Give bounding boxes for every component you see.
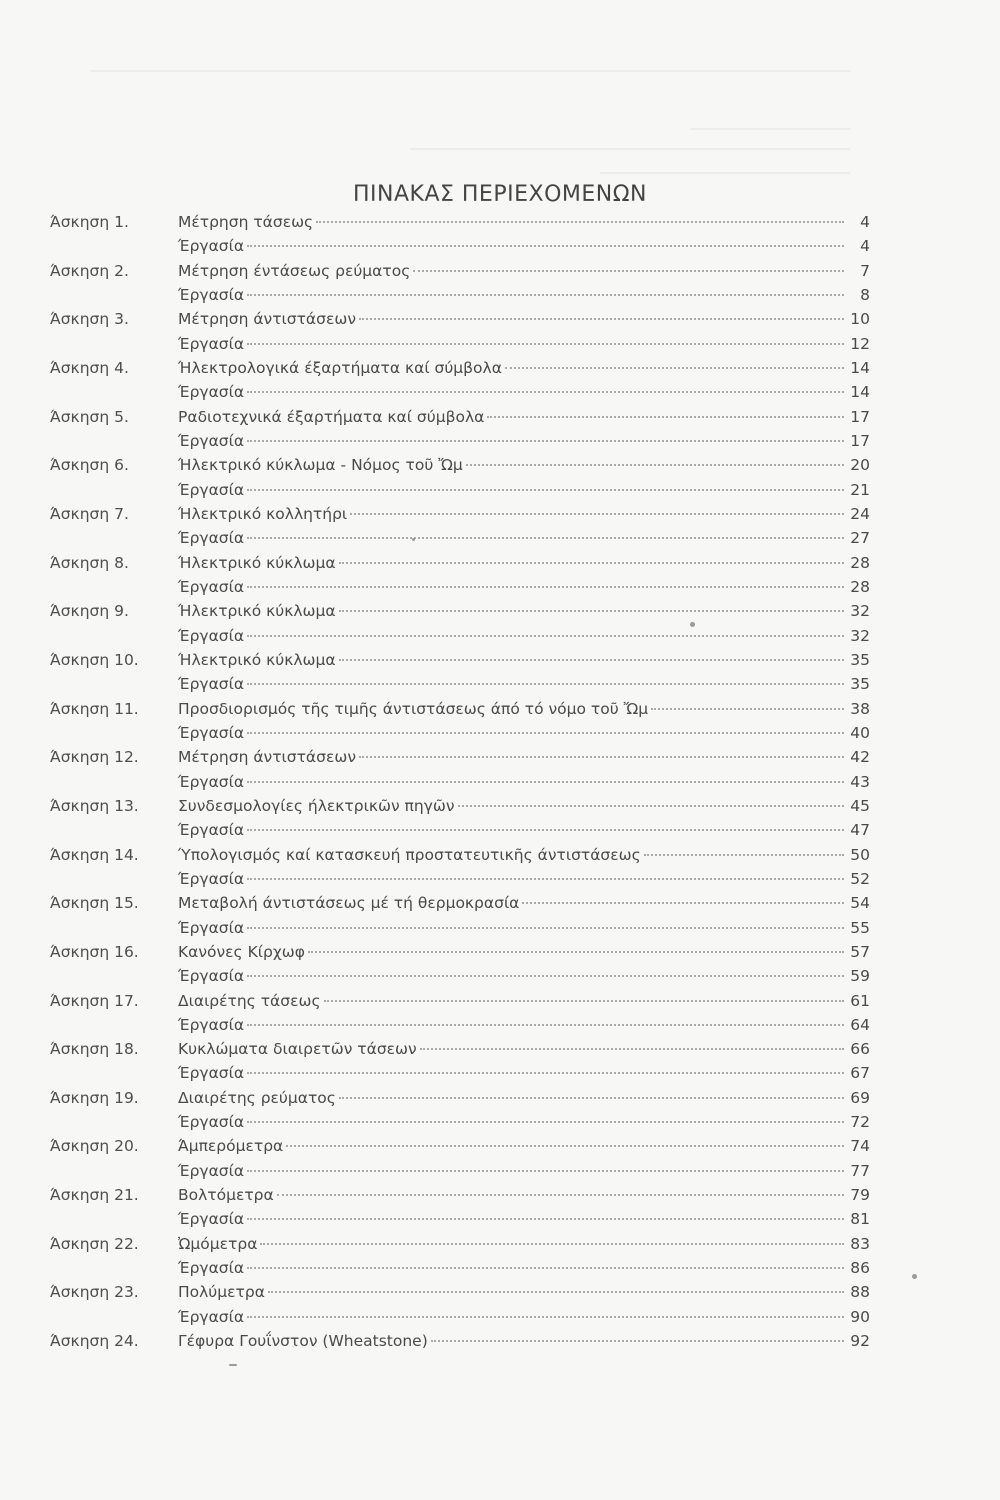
- exercise-label: Άσκηση 23.: [50, 1283, 139, 1302]
- page-number: 43: [850, 772, 870, 791]
- toc-entry: [178, 526, 870, 550]
- dot-leader: [247, 927, 844, 929]
- dot-leader: [247, 1024, 844, 1026]
- entry-title: Μέτρηση άντιστάσεων: [178, 310, 356, 329]
- toc-entry: [178, 259, 870, 283]
- exercise-label: Άσκηση 15.: [50, 894, 139, 913]
- entry-title: Άμπερόμετρα: [178, 1137, 284, 1156]
- toc-row: [0, 234, 1000, 258]
- toc-row: [0, 1061, 1000, 1085]
- toc-row: [0, 1013, 1000, 1037]
- dot-leader: [247, 489, 844, 491]
- dot-leader: [359, 318, 844, 320]
- toc-row: [0, 891, 1000, 915]
- page-number: 12: [850, 334, 870, 353]
- page-number: 17: [850, 407, 870, 426]
- toc-row: [0, 1086, 1000, 1110]
- toc-row: [0, 380, 1000, 404]
- dot-leader: [339, 562, 844, 564]
- dot-leader: [522, 902, 844, 904]
- dot-leader: [505, 367, 844, 369]
- toc-row: [0, 867, 1000, 891]
- toc-entry: [178, 307, 870, 331]
- entry-title: Έργασία: [178, 1307, 245, 1326]
- entry-title: Κανόνες Κίρχωφ: [178, 942, 305, 961]
- exercise-label: Άσκηση 3.: [50, 310, 129, 329]
- page-number: 77: [850, 1161, 870, 1180]
- toc-entry: [178, 697, 870, 721]
- toc-entry: [178, 1183, 870, 1207]
- entry-title: Μέτρηση τάσεως: [178, 213, 314, 231]
- toc-row: [0, 551, 1000, 575]
- entry-title: Προσδιορισμός τῆς τιμῆς άντιστάσεως άπό τό νόμο τοῦ Ὤμ: [178, 699, 649, 718]
- entry-title: Μεταβολή άντιστάσεως μέ τή θερμοκρασία: [178, 894, 520, 913]
- toc-entry: [178, 1329, 870, 1353]
- exercise-label: Άσκηση 2.: [50, 261, 129, 280]
- exercise-label: Άσκηση 9.: [50, 602, 129, 621]
- page-number: 4: [860, 237, 870, 256]
- toc-row: [0, 989, 1000, 1013]
- exercise-label: Άσκηση 20.: [50, 1137, 139, 1156]
- toc-row: [0, 502, 1000, 526]
- scan-speck: [229, 1364, 237, 1366]
- toc-entry: [178, 1110, 870, 1134]
- toc-row: [0, 843, 1000, 867]
- toc-row: [0, 1110, 1000, 1134]
- toc-entry: [178, 502, 870, 526]
- entry-title: Έργασία: [178, 237, 245, 256]
- toc-row: [0, 1183, 1000, 1207]
- exercise-label: Άσκηση 22.: [50, 1234, 139, 1253]
- exercise-label: Άσκηση 24.: [50, 1332, 139, 1351]
- dot-leader: [247, 343, 844, 345]
- dot-leader: [458, 805, 844, 807]
- exercise-label: Άσκηση 10.: [50, 650, 139, 669]
- scan-speck: [412, 538, 415, 541]
- exercise-label: Άσκηση 7.: [50, 504, 129, 523]
- page-number: 24: [850, 504, 870, 523]
- toc-entry: [178, 1280, 870, 1304]
- toc-row: [0, 794, 1000, 818]
- page-title: ΠΙΝΑΚΑΣ ΠΕΡΙΕΧΟΜΕΝΩΝ: [352, 182, 647, 207]
- ghost-line: [90, 70, 850, 72]
- dot-leader: [247, 683, 844, 685]
- toc-row: [0, 770, 1000, 794]
- page-number: 21: [850, 480, 870, 499]
- dot-leader: [487, 416, 844, 418]
- toc-entry: [178, 1037, 870, 1061]
- toc-entry: [178, 964, 870, 988]
- scan-speck: [912, 1274, 917, 1279]
- dot-leader: [324, 1000, 844, 1002]
- page-number: 28: [850, 577, 870, 596]
- entry-title: Έργασία: [178, 918, 245, 937]
- dot-leader: [247, 294, 844, 296]
- entry-title: Ήλεκτρικό κολλητήρι: [178, 504, 348, 523]
- toc-row: [0, 356, 1000, 380]
- toc-entry: [178, 940, 870, 964]
- page-number: 28: [850, 553, 870, 572]
- entry-title: Συνδεσμολογίες ήλεκτρικῶν πηγῶν: [178, 796, 455, 815]
- dot-leader: [339, 1097, 844, 1099]
- entry-title: Ήλεκτρικό κύκλωμα: [178, 553, 336, 572]
- page-number: 27: [850, 529, 870, 548]
- entry-title: Ήλεκτρικό κύκλωμα: [178, 602, 336, 621]
- ghost-line: [690, 128, 850, 130]
- toc-row: [0, 259, 1000, 283]
- dot-leader: [651, 708, 844, 710]
- dot-leader: [339, 659, 844, 661]
- toc-row: [0, 672, 1000, 696]
- page-number: 47: [850, 821, 870, 840]
- dot-leader: [247, 635, 844, 637]
- page-number: 52: [850, 869, 870, 888]
- entry-title: Έργασία: [178, 675, 245, 694]
- exercise-label: Άσκηση 5.: [50, 407, 129, 426]
- toc-row: [0, 745, 1000, 769]
- toc-entry: [178, 210, 870, 234]
- toc-row: [0, 1280, 1000, 1304]
- dot-leader: [247, 245, 844, 247]
- page-number: 40: [850, 723, 870, 742]
- page-number: 81: [850, 1210, 870, 1229]
- entry-title: Γέφυρα Γουΐνστον (Wheatstone): [178, 1332, 428, 1351]
- toc-row: [0, 1037, 1000, 1061]
- page-number: 74: [850, 1137, 870, 1156]
- toc-row: [0, 599, 1000, 623]
- dot-leader: [247, 391, 844, 393]
- toc-entry: [178, 624, 870, 648]
- entry-title: Έργασία: [178, 1259, 245, 1278]
- page-number: 67: [850, 1064, 870, 1083]
- toc-row: [0, 1207, 1000, 1231]
- entry-title: Έργασία: [178, 480, 245, 499]
- dot-leader: [247, 781, 844, 783]
- dot-leader: [277, 1194, 844, 1196]
- toc-entry: [178, 1232, 870, 1256]
- dot-leader: [431, 1340, 844, 1342]
- exercise-label: Άσκηση 4.: [50, 358, 129, 377]
- dot-leader: [339, 610, 844, 612]
- page-number: 32: [850, 602, 870, 621]
- exercise-label: Άσκηση 14.: [50, 845, 139, 864]
- page-number: 42: [850, 748, 870, 767]
- page-number: 14: [850, 383, 870, 402]
- toc-row: [0, 478, 1000, 502]
- toc-entry: [178, 891, 870, 915]
- exercise-label: Άσκηση 18.: [50, 1040, 139, 1059]
- toc-entry: [178, 1086, 870, 1110]
- page-number: 35: [850, 675, 870, 694]
- dot-leader: [247, 732, 844, 734]
- page-number: 92: [850, 1332, 870, 1351]
- exercise-label: Άσκηση 13.: [50, 796, 139, 815]
- scan-speck: [690, 622, 695, 627]
- page-number: 14: [850, 358, 870, 377]
- page-number: 35: [850, 650, 870, 669]
- dot-leader: [286, 1145, 844, 1147]
- page-number: 88: [850, 1283, 870, 1302]
- toc-row: [0, 283, 1000, 307]
- toc-entry: [178, 989, 870, 1013]
- page-number: 57: [850, 942, 870, 961]
- dot-leader: [247, 537, 844, 539]
- entry-title: Έργασία: [178, 529, 245, 548]
- toc-entry: [178, 332, 870, 356]
- dot-leader: [260, 1243, 844, 1245]
- page-number: 64: [850, 1015, 870, 1034]
- dot-leader: [247, 440, 844, 442]
- toc-entry: [178, 721, 870, 745]
- exercise-label: Άσκηση 6.: [50, 456, 129, 475]
- toc-entry: [178, 672, 870, 696]
- entry-title: Έργασία: [178, 821, 245, 840]
- entry-title: Έργασία: [178, 1015, 245, 1034]
- dot-leader: [350, 513, 844, 515]
- ghost-line: [600, 172, 850, 174]
- toc-row: [0, 1305, 1000, 1329]
- toc-row: [0, 210, 1000, 234]
- page-number: 32: [850, 626, 870, 645]
- page-number: 59: [850, 967, 870, 986]
- toc-entry: [178, 794, 870, 818]
- entry-title: Έργασία: [178, 772, 245, 791]
- toc-entry: [178, 770, 870, 794]
- entry-title: Έργασία: [178, 626, 245, 645]
- toc-entry: [178, 745, 870, 769]
- entry-title: Έργασία: [178, 1210, 245, 1229]
- toc-row: [0, 332, 1000, 356]
- toc-row: [0, 964, 1000, 988]
- toc-entry: [178, 1061, 870, 1085]
- dot-leader: [644, 854, 844, 856]
- dot-leader: [316, 221, 844, 223]
- exercise-label: Άσκηση 8.: [50, 553, 129, 572]
- entry-title: Έργασία: [178, 577, 245, 596]
- entry-title: Έργασία: [178, 723, 245, 742]
- page-number: 38: [850, 699, 870, 718]
- dot-leader: [247, 586, 844, 588]
- page-number: 61: [850, 991, 870, 1010]
- entry-title: Έργασία: [178, 1113, 245, 1132]
- entry-title: Διαιρέτης ρεύματος: [178, 1088, 336, 1107]
- entry-title: Μέτρηση έντάσεως ρεύματος: [178, 261, 411, 280]
- page-number: 17: [850, 431, 870, 450]
- entry-title: Κυκλώματα διαιρετῶν τάσεων: [178, 1040, 417, 1059]
- toc-entry: [178, 405, 870, 429]
- toc-entry: [178, 356, 870, 380]
- dot-leader: [247, 975, 844, 977]
- entry-title: Ήλεκτρικό κύκλωμα - Νόμος τοῦ Ὤμ: [178, 456, 463, 475]
- toc-row: [0, 1134, 1000, 1158]
- exercise-label: Άσκηση 17.: [50, 991, 139, 1010]
- page-number: 72: [850, 1113, 870, 1132]
- dot-leader: [247, 1218, 844, 1220]
- page-number: 83: [850, 1234, 870, 1253]
- dot-leader: [247, 1267, 844, 1269]
- toc-entry: [178, 1305, 870, 1329]
- entry-title: Έργασία: [178, 334, 245, 353]
- toc-entry: [178, 234, 870, 258]
- toc-row: [0, 526, 1000, 550]
- entry-title: Ύπολογισμός καί κατασκευή προστατευτικῆς άντιστάσεως: [178, 845, 641, 864]
- dot-leader: [420, 1048, 844, 1050]
- dot-leader: [247, 878, 844, 880]
- exercise-label: Άσκηση 1.: [50, 213, 129, 231]
- exercise-label: Άσκηση 12.: [50, 748, 139, 767]
- exercise-label: Άσκηση 11.: [50, 699, 139, 718]
- toc-entry: [178, 648, 870, 672]
- page-number: 69: [850, 1088, 870, 1107]
- entry-title: Ὠμόμετρα: [178, 1234, 258, 1253]
- page-number: 10: [850, 310, 870, 329]
- entry-title: Έργασία: [178, 967, 245, 986]
- toc-entry: [178, 843, 870, 867]
- page-number: 54: [850, 894, 870, 913]
- page-number: 7: [860, 261, 870, 280]
- table-of-contents: [0, 210, 1000, 1353]
- toc-entry: [178, 551, 870, 575]
- dot-leader: [466, 464, 844, 466]
- toc-row: [0, 818, 1000, 842]
- toc-row: [0, 429, 1000, 453]
- entry-title: Ήλεκτρολογικά έξαρτήματα καί σύμβολα: [178, 358, 502, 377]
- page-number: 86: [850, 1259, 870, 1278]
- dot-leader: [247, 1072, 844, 1074]
- toc-row: [0, 1232, 1000, 1256]
- page-number: 20: [850, 456, 870, 475]
- dot-leader: [308, 951, 844, 953]
- page-number: 55: [850, 918, 870, 937]
- toc-row: [0, 1329, 1000, 1353]
- toc-entry: [178, 599, 870, 623]
- toc-row: [0, 307, 1000, 331]
- toc-entry: [178, 818, 870, 842]
- toc-row: [0, 453, 1000, 477]
- entry-title: Έργασία: [178, 285, 245, 304]
- toc-entry: [178, 575, 870, 599]
- page-number: 79: [850, 1186, 870, 1205]
- toc-row: [0, 1256, 1000, 1280]
- page-number: 8: [860, 285, 870, 304]
- toc-entry: [178, 867, 870, 891]
- toc-row: [0, 697, 1000, 721]
- dot-leader: [247, 829, 844, 831]
- toc-row: [0, 575, 1000, 599]
- entry-title: Έργασία: [178, 431, 245, 450]
- toc-row: [0, 940, 1000, 964]
- dot-leader: [247, 1121, 844, 1123]
- dot-leader: [413, 270, 844, 272]
- toc-entry: [178, 478, 870, 502]
- toc-entry: [178, 380, 870, 404]
- exercise-label: Άσκηση 21.: [50, 1186, 139, 1205]
- toc-row: [0, 916, 1000, 940]
- page-number: 50: [850, 845, 870, 864]
- toc-entry: [178, 1207, 870, 1231]
- page-number: 66: [850, 1040, 870, 1059]
- exercise-label: Άσκηση 16.: [50, 942, 139, 961]
- toc-entry: [178, 283, 870, 307]
- entry-title: Μέτρηση άντιστάσεων: [178, 748, 356, 767]
- page-number: 45: [850, 796, 870, 815]
- entry-title: Έργασία: [178, 1064, 245, 1083]
- toc-row: [0, 648, 1000, 672]
- entry-title: Ήλεκτρικό κύκλωμα: [178, 650, 336, 669]
- dot-leader: [268, 1291, 844, 1293]
- toc-row: [0, 405, 1000, 429]
- toc-entry: [178, 1134, 870, 1158]
- toc-row: [0, 1159, 1000, 1183]
- toc-entry: [178, 916, 870, 940]
- dot-leader: [247, 1316, 844, 1318]
- toc-row: [0, 624, 1000, 648]
- dot-leader: [247, 1170, 844, 1172]
- dot-leader: [359, 756, 844, 758]
- toc-entry: [178, 453, 870, 477]
- entry-title: Έργασία: [178, 1161, 245, 1180]
- entry-title: Ραδιοτεχνικά έξαρτήματα καί σύμβολα: [178, 407, 485, 426]
- toc-entry: [178, 1159, 870, 1183]
- entry-title: Έργασία: [178, 869, 245, 888]
- page-number: 90: [850, 1307, 870, 1326]
- entry-title: Έργασία: [178, 383, 245, 402]
- toc-entry: [178, 1256, 870, 1280]
- ghost-line: [410, 148, 850, 150]
- exercise-label: Άσκηση 19.: [50, 1088, 139, 1107]
- entry-title: Βολτόμετρα: [178, 1186, 274, 1205]
- toc-row: [0, 721, 1000, 745]
- entry-title: Πολύμετρα: [178, 1283, 265, 1302]
- entry-title: Διαιρέτης τάσεως: [178, 991, 321, 1010]
- toc-entry: [178, 1013, 870, 1037]
- page-number: 4: [860, 213, 870, 231]
- toc-entry: [178, 429, 870, 453]
